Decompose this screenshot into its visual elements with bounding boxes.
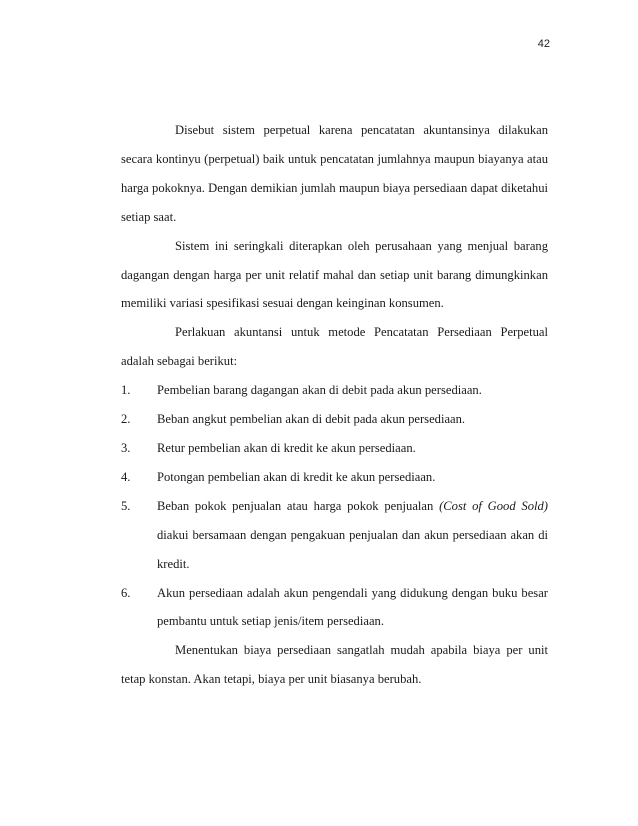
list-item-number: 3. xyxy=(121,440,131,455)
list-item-number: 4. xyxy=(121,469,131,484)
list-item xyxy=(121,492,548,579)
paragraph-treatment-intro: Perlakuan akuntansi untuk metode Pencatatan Persediaan Perpetual adalah sebagai berikut: xyxy=(121,325,548,369)
list-item xyxy=(121,376,548,405)
list-item xyxy=(121,579,548,637)
list-item-number: 2. xyxy=(121,412,131,427)
list-item-number: 1. xyxy=(121,383,131,398)
list-item-number: 6. xyxy=(121,585,131,600)
list-item-text-after: diakui bersamaan dengan pengakuan penjualan dan akun persediaan akan di kredit. xyxy=(157,527,548,571)
document-body xyxy=(121,116,548,694)
list-item xyxy=(121,463,548,492)
paragraph-system-usage: Sistem ini seringkali diterapkan oleh perusahaan yang menjual barang dagangan dengan harga per unit relatif mahal dan setiap unit barang dimungkinkan memiliki variasi spesifikasi sesuai dengan keinginan konsumen. xyxy=(121,238,548,311)
list-item-text: Pembelian barang dagangan akan di debit pada akun persediaan. xyxy=(157,383,482,398)
list-item-text-before: Beban pokok penjualan atau harga pokok penjualan xyxy=(157,498,440,513)
list-item-text: Retur pembelian akan di kredit ke akun persediaan. xyxy=(157,440,416,455)
list-item-text: Akun persediaan adalah akun pengendali yang didukung dengan buku besar pembantu untuk setiap jenis/item persediaan. xyxy=(157,585,548,629)
list-item-text: Potongan pembelian akan di kredit ke akun persediaan. xyxy=(157,469,436,484)
page-number: 42 xyxy=(537,38,550,50)
list-item xyxy=(121,434,548,463)
list-item-number: 5. xyxy=(121,498,131,513)
list-item-text: Beban angkut pembelian akan di debit pada akun persediaan. xyxy=(157,412,466,427)
paragraph-closing: Menentukan biaya persediaan sangatlah mudah apabila biaya per unit tetap konstan. Akan tetapi, biaya per unit biasanya berubah. xyxy=(121,643,548,687)
treatment-list xyxy=(121,376,548,636)
list-item xyxy=(121,405,548,434)
list-item-italic-term: (Cost of Good Sold) xyxy=(439,498,548,513)
paragraph-perpetual-definition: Disebut sistem perpetual karena pencatatan akuntansinya dilakukan secara kontinyu (perpetual) baik untuk pencatatan jumlahnya maupun biayanya atau harga pokoknya. Dengan demikian jumlah maupun biaya persediaan dapat diketahui setiap saat. xyxy=(121,123,548,224)
